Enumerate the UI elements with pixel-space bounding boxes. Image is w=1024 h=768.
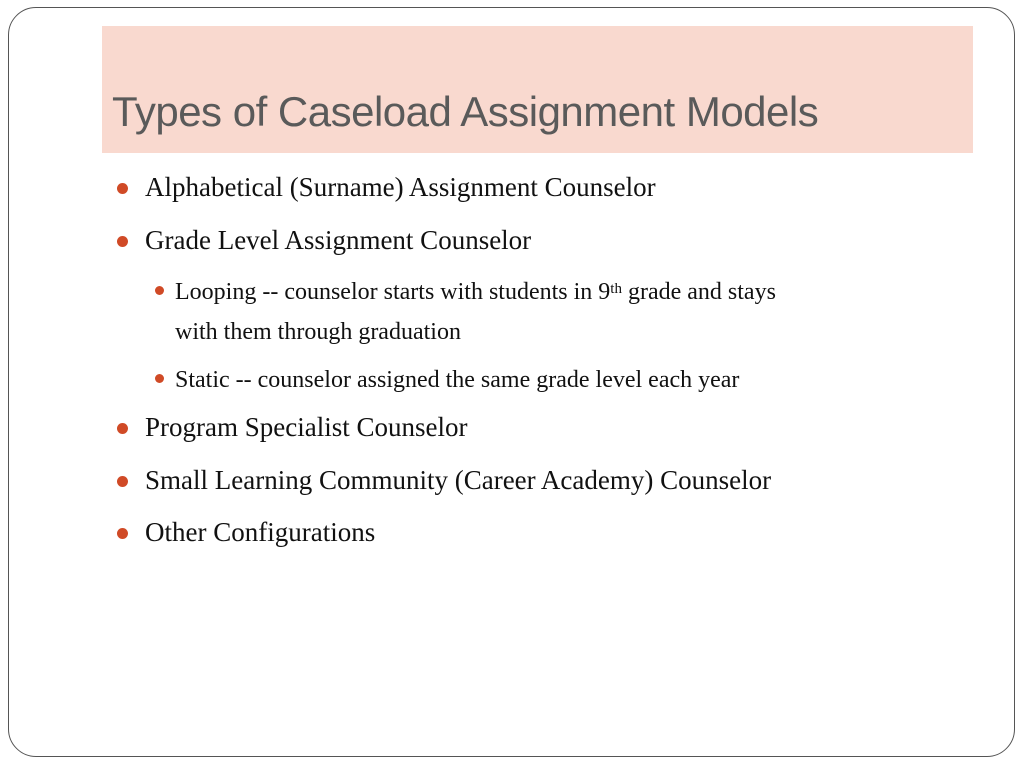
sub-bullet-item: Static -- counselor assigned the same grade level each year <box>175 367 740 393</box>
superscript-suffix: th <box>610 281 622 297</box>
bullet-item: Small Learning Community (Career Academy) Counselor <box>145 465 772 495</box>
sub-bullet-text: Looping -- counselor starts with students in 9 <box>175 279 611 305</box>
slide-title: Types of Caseload Assignment Models <box>112 88 819 135</box>
sub-bullet-item <box>175 272 776 312</box>
bullet-item: Other Configurations <box>145 517 376 547</box>
sub-bullet-text-continued: grade and stays <box>621 279 776 305</box>
bullet-dot-icon <box>117 423 128 434</box>
sub-bullet-dot-icon <box>155 374 164 383</box>
bullet-item: Program Specialist Counselor <box>145 412 468 442</box>
sub-bullet-item-line2: with them through graduation <box>175 319 461 345</box>
bullet-item: Grade Level Assignment Counselor <box>145 225 532 255</box>
sub-bullet-dot-icon <box>155 286 164 295</box>
bullet-dot-icon <box>117 528 128 539</box>
bullet-dot-icon <box>117 183 128 194</box>
bullet-item: Alphabetical (Surname) Assignment Counselor <box>145 172 656 202</box>
bullet-dot-icon <box>117 236 128 247</box>
bullet-dot-icon <box>117 476 128 487</box>
